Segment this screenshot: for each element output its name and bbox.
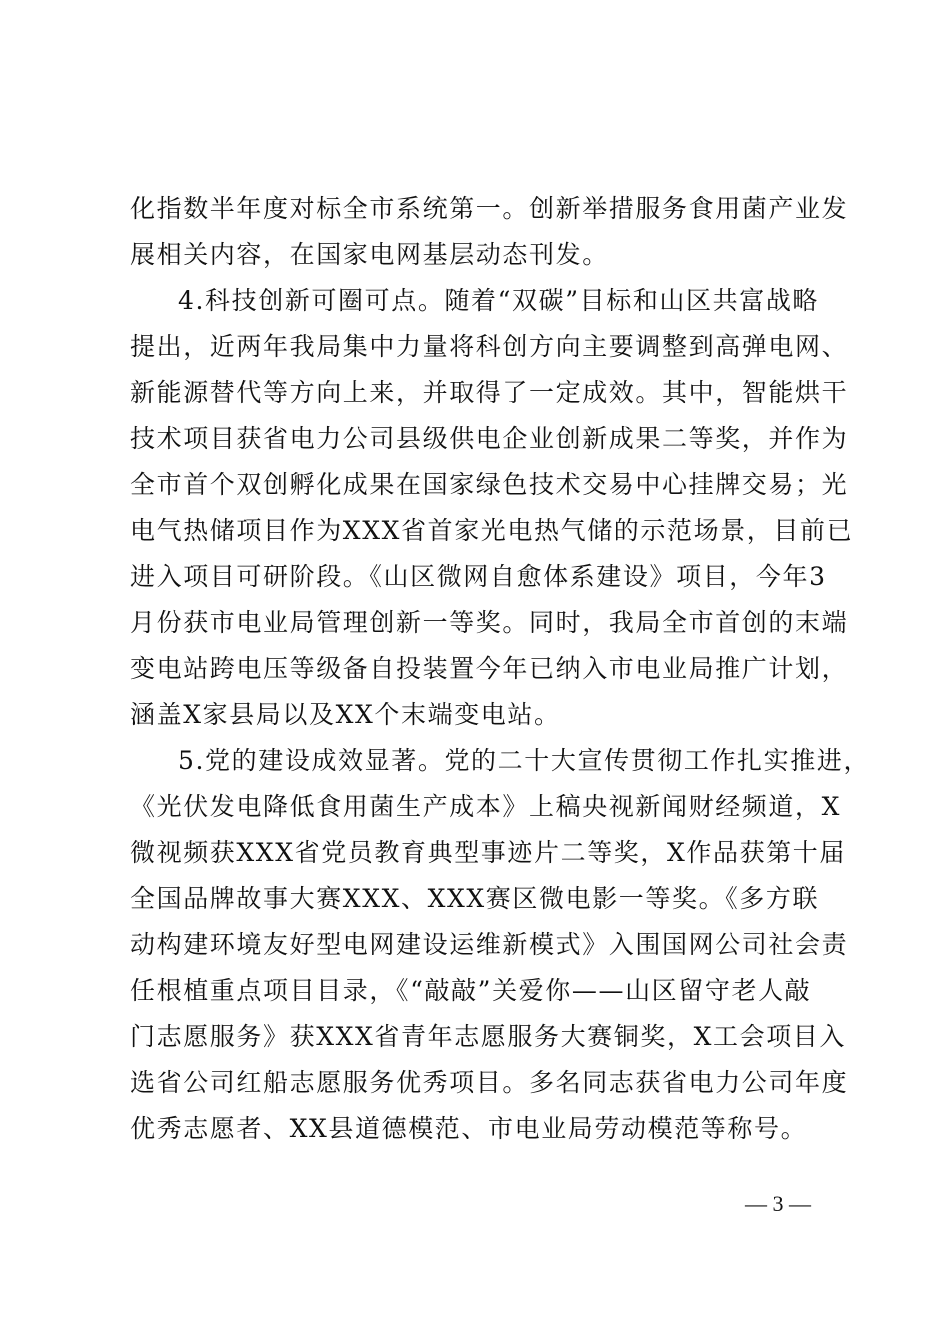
text-line: 技术项目获省电力公司县级供电企业创新成果二等奖，并作为 <box>130 424 849 453</box>
page-number: — 3 — <box>745 1191 811 1216</box>
paragraph-start-line: 4.科技创新可圈可点。随着“双碳”目标和山区共富战略 <box>178 286 820 315</box>
text-line: 全国品牌故事大赛XXX、XXX赛区微电影一等奖。《多方联 <box>130 884 820 913</box>
text-line: 《光伏发电降低食用菌生产成本》上稿央视新闻财经频道，X <box>130 792 841 821</box>
text-line: 选省公司红船志愿服务优秀项目。多名同志获省电力公司年度 <box>130 1068 849 1097</box>
text-line: 展相关内容，在国家电网基层动态刊发。 <box>130 240 609 269</box>
text-line: 新能源替代等方向上来，并取得了一定成效。其中，智能烘干 <box>130 378 849 407</box>
paragraph-start-line: 5.党的建设成效显著。党的二十大宣传贯彻工作扎实推进， <box>178 746 871 775</box>
text-line: 提出，近两年我局集中力量将科创方向主要调整到高弹电网、 <box>130 332 849 361</box>
text-line: 月份获市电业局管理创新一等奖。同时，我局全市首创的末端 <box>130 608 849 637</box>
text-line: 任根植重点项目目录，《“敲敲”关爱你——山区留守老人敲 <box>130 976 812 1005</box>
text-line: 进入项目可研阶段。《山区微网自愈体系建设》项目，今年3 <box>130 562 827 591</box>
text-line: 优秀志愿者、XX县道德模范、市电业局劳动模范等称号。 <box>130 1114 808 1143</box>
text-line: 动构建环境友好型电网建设运维新模式》入围国网公司社会责 <box>130 930 849 959</box>
text-line: 全市首个双创孵化成果在国家绿色技术交易中心挂牌交易；光 <box>130 470 849 499</box>
text-line: 微视频获XXX省党员教育典型事迹片二等奖，X作品获第十届 <box>130 838 846 867</box>
text-line: 化指数半年度对标全市系统第一。创新举措服务食用菌产业发 <box>130 194 849 223</box>
text-line: 门志愿服务》获XXX省青年志愿服务大赛铜奖，X工会项目入 <box>130 1022 846 1051</box>
text-line: 电气热储项目作为XXX省首家光电热气储的示范场景，目前已 <box>130 516 854 545</box>
text-line: 变电站跨电压等级备自投装置今年已纳入市电业局推广计划， <box>130 654 849 683</box>
text-line: 涵盖X家县局以及XX个末端变电站。 <box>130 700 561 729</box>
